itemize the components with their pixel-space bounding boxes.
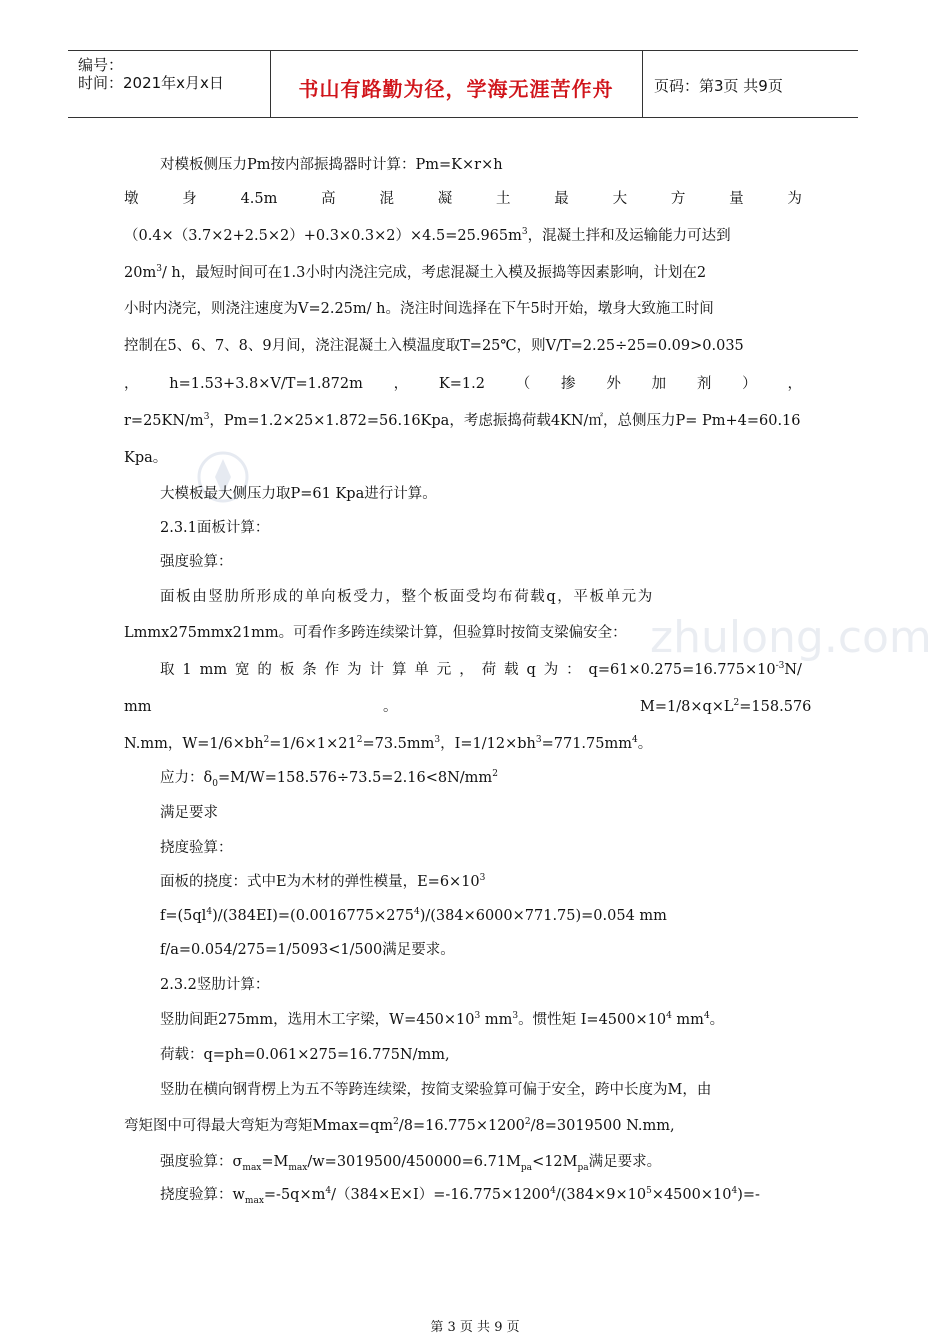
superscript: 2 <box>393 1117 399 1128</box>
justified-token: 量 <box>729 191 744 207</box>
body-line <box>160 1010 724 1030</box>
superscript: 3 <box>474 1011 481 1022</box>
subscript: max <box>288 1162 308 1173</box>
justified-token: 取 <box>160 662 175 678</box>
justified-token: ， <box>787 376 802 392</box>
justified-token: 计 <box>369 662 385 678</box>
text-run: N.mm，W=1/6×bh <box>124 736 264 752</box>
body-line <box>124 734 652 754</box>
justified-token: 掺 <box>561 376 576 392</box>
section-heading: 2.3.1面板计算： <box>160 520 270 536</box>
text-run: 满足要求。 <box>588 1154 662 1170</box>
text-run: =771.75mm <box>541 736 632 752</box>
subscript: max <box>244 1195 264 1206</box>
justified-token: ） <box>742 376 757 392</box>
superscript: 4 <box>666 1011 672 1022</box>
superscript: 3 <box>203 412 210 423</box>
text-run: r=25KN/m <box>124 413 204 429</box>
superscript: 2 <box>263 735 270 746</box>
header-page-cell <box>642 51 858 117</box>
text-run: )/(384×6000×771.75)=0.054 mm <box>419 908 667 924</box>
text-run: / h，最短时间可在1.3小时内浇注完成，考虑混凝土入模及振捣等因素影响，计划在2 <box>161 265 707 281</box>
formula-line <box>160 1185 760 1205</box>
superscript: 3 <box>156 264 162 275</box>
text-run: mm <box>480 1012 513 1028</box>
text-run: =73.5mm <box>362 736 435 752</box>
header-meta-cell <box>68 51 271 117</box>
justified-token: 载 <box>504 662 519 678</box>
text-run: 。 <box>709 1012 725 1028</box>
text-run: mm <box>671 1012 704 1028</box>
justified-token: 宽 <box>235 662 250 678</box>
body-line <box>124 411 801 431</box>
body-line: 面板由竖肋所形成的单向板受力，整个板面受均布荷载q，平板单元为 <box>160 589 654 605</box>
justified-token: ， <box>124 376 139 392</box>
justified-token: 为 <box>543 662 559 678</box>
body-line: Lmmx275mmx21mm。可看作多跨连续梁计算，但验算时按简支梁偏安全： <box>124 625 627 641</box>
text-run: ×4500×10 <box>651 1187 732 1203</box>
justified-token: ， <box>393 376 409 392</box>
document-number-label: 编号： <box>78 56 124 74</box>
justified-token: ， <box>459 662 474 678</box>
body-line: 荷载：q=ph=0.061×275=16.775N/mm, <box>160 1047 450 1063</box>
body-line <box>160 872 485 892</box>
justified-token: 荷 <box>481 662 497 678</box>
superscript: 2 <box>492 769 498 780</box>
superscript: 4 <box>703 1011 710 1022</box>
justified-token: 板 <box>279 662 295 678</box>
text-run: （0.4×（3.7×2+2.5×2）+0.3×0.3×2）×4.5=25.965m <box>124 228 522 244</box>
text-run: 。 <box>637 736 653 752</box>
text-run: /8=16.775×1200 <box>398 1118 525 1134</box>
superscript: 4 <box>325 1186 332 1197</box>
justified-token: 墩 <box>124 191 139 207</box>
text-run: /w=3019500/450000=6.71M <box>307 1154 521 1170</box>
document-time-label: 时间：2021年x月x日 <box>78 74 224 92</box>
superscript: 5 <box>646 1186 652 1197</box>
superscript: 3 <box>479 873 486 884</box>
body-line: f/a=0.054/275=1/5093<1/500满足要求。 <box>160 942 455 958</box>
justified-token: 高 <box>321 191 336 207</box>
body-line: mm <box>124 699 152 715</box>
superscript: 2 <box>733 698 740 709</box>
superscript: 4 <box>631 735 638 746</box>
body-line <box>124 263 706 283</box>
superscript: 3 <box>434 735 441 746</box>
text-run: 20m <box>124 265 157 281</box>
superscript: 3 <box>535 735 542 746</box>
superscript: 4 <box>413 907 420 918</box>
body-line <box>124 1116 675 1136</box>
text-run: )/(384EI)=(0.0016775×275 <box>212 908 414 924</box>
justified-token: 元 <box>436 662 452 678</box>
subscript: pa <box>520 1162 533 1173</box>
justified-token: 方 <box>670 191 686 207</box>
section-heading: 2.3.2竖肋计算： <box>160 977 270 993</box>
justified-token: 单 <box>414 662 429 678</box>
body-line-justified <box>124 189 802 209</box>
justified-token: 身 <box>182 191 197 207</box>
text-run: =M/W=158.576÷73.5=2.16<8N/mm <box>217 770 493 786</box>
text-run: =M <box>261 1154 289 1170</box>
justified-token: 外 <box>606 376 621 392</box>
text-run: f=(5ql <box>160 908 207 924</box>
header-page-reference: 页码：第3页 共9页 <box>654 77 783 95</box>
text-run: ，I=1/12×bh <box>440 736 536 752</box>
justified-token: （ <box>515 376 531 392</box>
text-run: 面板的挠度：式中E为木材的弹性模量，E=6×10 <box>160 874 480 890</box>
justified-token: 1 <box>182 662 192 678</box>
body-line: Kpa。 <box>124 450 168 466</box>
superscript: -3 <box>775 661 785 672</box>
justified-token: 大 <box>612 191 628 207</box>
justified-token: 为 <box>347 662 362 678</box>
page-footer: 第 3 页 共 9 页 <box>430 1320 520 1335</box>
page-header <box>68 50 858 118</box>
justified-token: mm <box>199 662 228 678</box>
text-run: ，Pm=1.2×25×1.872=56.16Kpa，考虑振捣荷载4KN/㎡，总侧压力P= Pm+4=60.16 <box>209 413 801 429</box>
body-line <box>640 697 811 717</box>
justified-token: ： <box>566 662 581 678</box>
justified-token: $q=61\times 0.275=16.775\times 10^{-3}N/$ <box>588 661 802 678</box>
text-run: /（384×E×I）=-16.775×1200 <box>331 1187 551 1203</box>
text-run: 。惯性矩 I=4500×10 <box>518 1012 667 1028</box>
header-motto-cell <box>270 51 643 117</box>
subscript: max <box>242 1162 262 1173</box>
body-line: 挠度验算： <box>160 840 233 856</box>
text-run: =158.576 <box>739 699 812 715</box>
body-line: 满足要求 <box>160 805 218 821</box>
justified-token: K=1.2 <box>438 376 485 392</box>
superscript: 4 <box>731 1186 738 1197</box>
body-line-justified <box>124 374 802 394</box>
justified-token: 4.5m <box>240 191 278 207</box>
text-run: M=1/8×q×L <box>640 699 734 715</box>
justified-token: 的 <box>257 662 272 678</box>
body-line: 小时内浇完，则浇注速度为V=2.25m/ h。浇注时间选择在下午5时开始，墩身大致施工时间 <box>124 301 714 317</box>
text-run: =1/6×1×21 <box>269 736 357 752</box>
header-motto: 书山有路勤为径，学海无涯苦作舟 <box>298 77 614 101</box>
superscript: 3 <box>521 227 528 238</box>
justified-token: 最 <box>554 191 569 207</box>
body-line <box>160 1152 661 1172</box>
superscript: 2 <box>524 1117 531 1128</box>
body-line: 竖肋在横向钢背楞上为五不等跨连续梁，按简支梁验算可偏于安全，跨中长度为M，由 <box>160 1082 712 1098</box>
body-line: 大模板最大侧压力取P=61 Kpa进行计算。 <box>160 486 437 502</box>
text-run: 挠度验算：w <box>160 1187 245 1203</box>
justified-token: 土 <box>496 191 511 207</box>
superscript: 4 <box>206 907 213 918</box>
text-run: )=- <box>737 1187 760 1203</box>
text-run: <12M <box>532 1154 578 1170</box>
text-run: =-5q×m <box>263 1187 326 1203</box>
text-run: /8=3019500 N.mm, <box>530 1118 675 1134</box>
text-run: 应力：δ <box>160 770 213 786</box>
justified-token: 算 <box>391 662 407 678</box>
justified-token: 为 <box>787 191 802 207</box>
watermark-text: zhulong.com <box>650 612 932 663</box>
text-run: 弯矩图中可得最大弯矩为弯矩Mmax=qm <box>124 1118 394 1134</box>
subscript: 0 <box>212 778 218 789</box>
superscript: 4 <box>550 1186 556 1197</box>
text-run: 强度验算：σ <box>160 1154 243 1170</box>
body-line: 强度验算： <box>160 554 233 570</box>
justified-token: 剂 <box>696 376 712 392</box>
subscript: pa <box>577 1162 589 1173</box>
justified-token: 混 <box>379 191 394 207</box>
body-line-justified <box>160 660 802 680</box>
justified-token: 加 <box>651 376 667 392</box>
body-line: 控制在5、6、7、8、9月间，浇注混凝土入模温度取T=25℃，则V/T=2.25÷25=0.09>0.035 <box>124 338 744 354</box>
superscript: 3 <box>512 1011 519 1022</box>
text-run: 竖肋间距275mm，选用木工字梁，W=450×10 <box>160 1012 475 1028</box>
justified-token: 凝 <box>437 191 453 207</box>
formula-line <box>160 906 667 926</box>
body-line <box>160 768 498 788</box>
body-line: 对模板侧压力Pm按内部振捣器时计算：Pm=K×r×h <box>160 157 503 173</box>
body-line: 。 <box>383 699 398 715</box>
justified-token: 条 <box>302 662 317 678</box>
justified-token: 作 <box>324 662 340 678</box>
text-run: ，混凝土拌和及运输能力可达到 <box>527 228 731 244</box>
text-run: /(384×9×10 <box>555 1187 647 1203</box>
justified-token: h=1.53+3.8×V/T=1.872m <box>169 376 363 392</box>
body-line <box>124 226 731 246</box>
justified-token: q <box>526 662 536 678</box>
superscript: 2 <box>356 735 363 746</box>
